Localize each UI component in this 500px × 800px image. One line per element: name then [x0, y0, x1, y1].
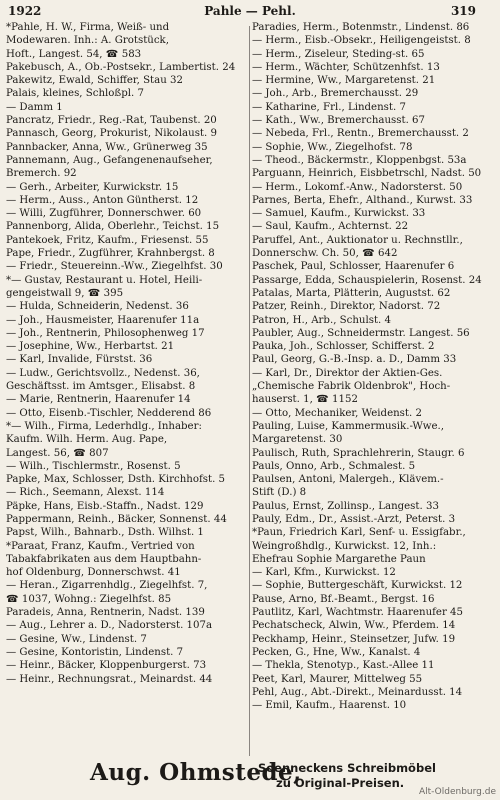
directory-entry: Pauling, Luise, Kammermusik.-Wwe.,	[252, 420, 445, 432]
footer-tagline-2: zu Original-Preisen.	[276, 776, 405, 790]
directory-entry: Päpke, Hans, Eisb.-Staffn., Nadst. 129	[6, 500, 204, 512]
directory-entry: — Rich., Seemann, Alexst. 114	[6, 487, 165, 499]
directory-entry: — Damm 1	[6, 101, 63, 113]
directory-entry: — Gesine, Kontoristin, Lindenst. 7	[6, 646, 184, 658]
directory-entry: Pantekoek, Fritz, Kaufm., Friesenst. 55	[6, 234, 209, 246]
directory-entry: — Heinr., Bäcker, Kloppenburgerst. 73	[6, 660, 207, 672]
directory-entry: — Herm., Auss., Anton Güntherst. 12	[6, 194, 199, 206]
directory-entry: Parguann, Heinrich, Eisbbetrschl, Nadst. 50	[252, 168, 482, 180]
footer-brand: Aug. Ohmstede,	[90, 759, 302, 786]
directory-entry: Pancratz, Friedr., Reg.-Rat, Taubenst. 20	[6, 115, 217, 127]
directory-entry: Pautlitz, Karl, Wachtmstr. Haarenufer 45	[252, 607, 464, 619]
page-number: 319	[450, 4, 476, 18]
directory-entry: „Chemische Fabrik Oldenbrok", Hoch-	[252, 381, 451, 393]
directory-entry: — Kath., Ww., Bremerchausst. 67	[252, 115, 426, 127]
directory-entry: Paradies, Herm., Botenmstr., Lindenst. 86	[252, 22, 470, 33]
directory-entry: Donnerschw. Ch. 50, ☎ 642	[252, 248, 398, 260]
directory-entry: *Paun, Friedrich Karl, Senf- u. Essigfabr.,	[252, 527, 466, 539]
directory-entry: Parnes, Berta, Ehefr., Althand., Kurwst. 33	[252, 194, 473, 206]
directory-entry: — Friedr., Steuereinn.-Ww., Ziegelhfst. 30	[6, 261, 223, 273]
directory-entry: Palais, kleines, Schloßpl. 7	[6, 88, 144, 100]
directory-entry: — Nebeda, Frl., Rentn., Bremerchausst. 2	[252, 128, 469, 140]
directory-entry: — Otto, Mechaniker, Weidenst. 2	[252, 407, 422, 419]
directory-entry: Pauka, Joh., Schlosser, Schifferst. 2	[252, 341, 435, 353]
directory-entry: — Gerh., Arbeiter, Kurwickstr. 15	[6, 181, 179, 193]
directory-entry: Peet, Karl, Maurer, Mittelweg 55	[252, 673, 423, 685]
directory-entry: — Marie, Rentnerin, Haarenufer 14	[6, 394, 191, 406]
directory-entry: — Karl, Invalide, Fürstst. 36	[6, 354, 153, 366]
directory-entry: Patron, H., Arb., Schulst. 4	[252, 314, 392, 326]
directory-entry: — Sophie, Buttergeschäft, Kurwickst. 12	[252, 580, 463, 592]
directory-entry: Pape, Friedr., Zugführer, Krahnbergst. 8	[6, 248, 215, 260]
directory-entry: Papst, Wilh., Bahnarb., Dsth. Wilhst. 1	[6, 527, 204, 539]
directory-entry: — Herm., Ziseleur, Steding-st. 65	[252, 48, 425, 60]
directory-entry: Pehl, Aug., Abt.-Direkt., Meinardusst. 14	[252, 686, 463, 698]
directory-entry: Pannbacker, Anna, Ww., Grünerweg 35	[6, 141, 208, 153]
directory-entry: Peckhamp, Heinr., Steinsetzer, Jufw. 19	[252, 633, 456, 645]
directory-entry: *Paraat, Franz, Kaufm., Vertried von	[6, 540, 195, 552]
directory-entry: — Willi, Zugführer, Donnerschwer. 60	[6, 208, 202, 220]
directory-entry: — Ludw., Gerichtsvollz., Nedenst. 36,	[6, 367, 200, 379]
directory-entry: — Sophie, Ww., Ziegelhofst. 78	[252, 141, 413, 153]
page-year: 1922	[8, 4, 42, 18]
directory-entry: gengeistwall 9, ☎ 395	[6, 287, 124, 299]
directory-entry: Paradeis, Anna, Rentnerin, Nadst. 139	[6, 607, 205, 619]
directory-entry: Pannenborg, Alida, Oberlehr., Teichst. 15	[6, 221, 220, 233]
directory-entry: Tabakfabrikaten aus dem Hauptbahn-	[6, 553, 202, 565]
directory-entry: Kaufm. Wilh. Herm. Aug. Pape,	[6, 434, 168, 446]
directory-entry: Modewaren. Inh.: A. Grotstück,	[6, 35, 169, 47]
directory-entry: ☎ 1037, Wohng.: Ziegelhfst. 85	[6, 593, 172, 605]
directory-entry: Geschäftsst. im Amtsger., Elisabst. 8	[6, 381, 196, 393]
directory-entry: — Hulda, Schneiderin, Nedenst. 36	[6, 301, 189, 313]
directory-entry: Langest. 56, ☎ 807	[6, 447, 109, 459]
directory-entry: Hoft., Langest. 54, ☎ 583	[6, 48, 142, 60]
directory-entry: Pecken, G., Hne, Ww., Kanalst. 4	[252, 646, 421, 658]
left-column	[6, 21, 250, 686]
directory-entry: — Joh., Arb., Bremerchausst. 29	[252, 88, 419, 100]
directory-entry: — Joh., Rentnerin, Philosophenweg 17	[6, 327, 205, 339]
directory-entry: Pauly, Edm., Dr., Assist.-Arzt, Peterst. 3	[252, 513, 456, 525]
directory-entry: Weingroßhdlg., Kurwickst. 12, Inh.:	[252, 540, 437, 552]
directory-entry: Papke, Max, Schlosser, Dsth. Kirchhofst. 5	[6, 474, 226, 486]
directory-entry: — Samuel, Kaufm., Kurwickst. 33	[252, 208, 426, 220]
directory-entry: Ehefrau Sophie Margarethe Paun	[252, 553, 426, 565]
directory-entry: *— Wilh., Firma, Lederhdlg., Inhaber:	[6, 420, 202, 432]
directory-entry: — Josephine, Ww., Herbartst. 21	[6, 341, 175, 353]
directory-entry: Bremerch. 92	[6, 168, 77, 180]
directory-entry: — Herm., Lokomf.-Anw., Nadorsterst. 50	[252, 181, 463, 193]
directory-entry: hof Oldenburg, Donnerschwst. 41	[6, 567, 181, 579]
directory-entry: — Karl, Kfm., Kurwickst. 12	[252, 567, 396, 579]
directory-entry: Pannemann, Aug., Gefangenenaufseher,	[6, 154, 213, 166]
directory-entry: Stift (D.) 8	[252, 487, 307, 499]
directory-entry: — Theod., Bäckermstr., Kloppenbgst. 53a	[252, 154, 467, 166]
directory-entry: Margaretenst. 30	[252, 434, 343, 446]
directory-entry: Passarge, Edda, Schauspielerin, Rosenst. 24	[252, 274, 482, 286]
directory-entry: — Thekla, Stenotyp., Kast.-Allee 11	[252, 660, 435, 672]
directory-entry: — Hermine, Ww., Margaretenst. 21	[252, 75, 436, 87]
directory-entry: — Heran., Zigarrenhdlg., Ziegelhfst. 7,	[6, 580, 208, 592]
directory-entry: — Wilh., Tischlermstr., Rosenst. 5	[6, 460, 181, 472]
directory-entry: Paulus, Ernst, Zollinsp., Langest. 33	[252, 500, 439, 512]
column-divider	[249, 26, 250, 756]
directory-entry: — Karl, Dr., Direktor der Aktien-Ges.	[252, 367, 443, 379]
directory-entry: Patalas, Marta, Plätterin, Augustst. 62	[252, 287, 451, 299]
page-header	[0, 0, 500, 20]
directory-entry: Patzer, Reinh., Direktor, Nadorst. 72	[252, 301, 441, 313]
directory-entry: Paruffel, Ant., Auktionator u. Rechnstllr.,	[252, 234, 463, 246]
directory-entry: Pakebusch, A., Ob.-Postsekr., Lambertist. 24	[6, 61, 236, 73]
watermark: Alt-Oldenburg.de	[418, 787, 496, 797]
directory-entry: Paulsen, Antoni, Malergeh., Klävem.-	[252, 474, 444, 486]
directory-entry: Pannasch, Georg, Prokurist, Nikolaust. 9	[6, 128, 217, 140]
directory-entry: — Katharine, Frl., Lindenst. 7	[252, 101, 406, 113]
directory-entry: Pechatscheck, Alwin, Ww., Pferdem. 14	[252, 620, 456, 632]
directory-entry: — Herm., Wächter, Schützenhfst. 13	[252, 61, 440, 73]
directory-entry: Pauls, Onno, Arb., Schmalest. 5	[252, 460, 416, 472]
directory-entry: Paul, Georg, G.-B.-Insp. a. D., Damm 33	[252, 354, 457, 366]
directory-entry: — Emil, Kaufm., Haarenst. 10	[252, 700, 407, 712]
directory-entry: Pakewitz, Ewald, Schiffer, Stau 32	[6, 75, 183, 87]
right-column	[252, 21, 496, 712]
directory-entry: Pappermann, Reinh., Bäcker, Sonnenst. 44	[6, 513, 227, 525]
directory-entry: — Aug., Lehrer a. D., Nadorsterst. 107a	[6, 620, 213, 632]
directory-entry: — Gesine, Ww., Lindenst. 7	[6, 633, 147, 645]
directory-entry: Paubler, Aug., Schneidermstr. Langest. 56	[252, 327, 470, 339]
directory-entry: *Pahle, H. W., Firma, Weiß- und	[6, 22, 170, 33]
directory-entry: *— Gustav, Restaurant u. Hotel, Heili-	[6, 274, 203, 286]
directory-entry: Paulisch, Ruth, Sprachlehrerin, Staugr. 6	[252, 447, 465, 459]
directory-entry: — Joh., Hausmeister, Haarenufer 11a	[6, 314, 200, 326]
directory-entry: — Herm., Eisb.-Obsekr., Heiligengeistst. 8	[252, 35, 471, 47]
directory-entry: hauserst. 1, ☎ 1152	[252, 394, 358, 406]
page-title: Pahle — Pehl.	[204, 4, 296, 18]
footer-tagline-1: Soenneckens Schreibmöbel	[258, 761, 436, 775]
directory-entry: — Saul, Kaufm., Achternst. 22	[252, 221, 409, 233]
directory-entry: — Otto, Eisenb.-Tischler, Nedderend 86	[6, 407, 212, 419]
directory-entry: Paschek, Paul, Schlosser, Haarenufer 6	[252, 261, 455, 273]
directory-entry: Pause, Arno, Bf.-Beamt., Bergst. 16	[252, 593, 435, 605]
directory-entry: — Heinr., Rechnungsrat., Meinardst. 44	[6, 673, 213, 685]
